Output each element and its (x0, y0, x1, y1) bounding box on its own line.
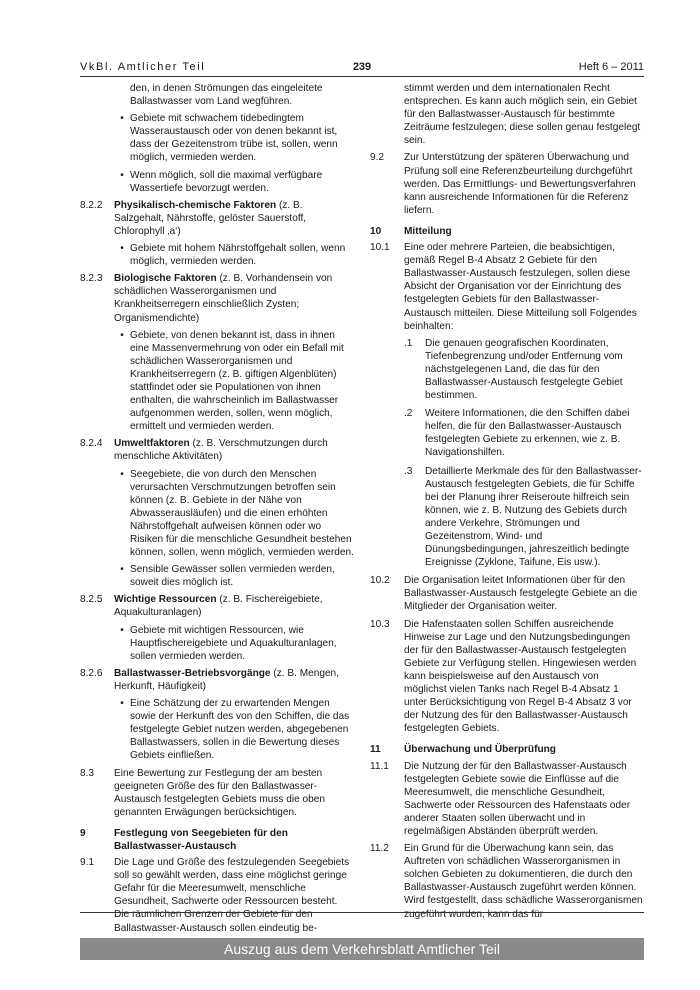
section-9-heading: 9 Festlegung von Seegebieten für den Ballastwasser-Austausch (80, 827, 288, 852)
list-item: • Seegebiete, die von durch den Menschen verursachten Verschmutzungen betroffen sein können (z. B. Gebiete in der Nähe von Abwasserausläufen) und die einen erhöhten Nährstoffgehalt aufweisen können oder wo Risiken für die menschliche Gesundheit bestehen können, sollen, wenn möglich, vermieden werden. (114, 468, 354, 560)
bullet-icon: • (120, 468, 124, 480)
issue-label: Heft 6 – 2011 (578, 61, 644, 73)
footer-banner: Auszug aus dem Verkehrsblatt Amtlicher Teil (80, 938, 644, 960)
section-8-2-5: 8.2.5 Wichtige Ressourcen (z. B. Fischereigebiete, Aquakulturanlagen) (80, 594, 323, 619)
list-item: • Sensible Gewässer sollen vermieden werden, soweit dies möglich ist. (114, 563, 354, 589)
list-item: .3 Detaillierte Merkmale des für den Ballastwasser-Austausch festgelegten Gebiets, die für Schiffe bei der Planung ihrer Reiseroute hilfreich sein können, wie z. B. Nutzung des Gebiets durch andere Verkehre, Strömungen und Gezeitenstrom, Wind- und Dünungsbedingungen, jahreszeitlich bedingte Ereignisse (Zyklone, Taifune, Eis usw.). (404, 465, 642, 569)
bullet-icon: • (120, 113, 124, 125)
bullet-icon: • (120, 243, 124, 255)
bullet-icon: • (120, 564, 124, 576)
continued-text: den, in denen Strömungen das eingeleitete Ballastwasser vom Land wegführen. (130, 83, 323, 108)
section-8-3: 8.3 Eine Bewertung zur Festlegung der am besten geeigneten Größe des für den Ballastwasser-Austausch festgelegten Gebiets muss die oben genannten Erwägungen berücksichtigen. (80, 767, 325, 818)
bullet-icon: • (120, 698, 124, 710)
continued-text: stimmt werden und dem internationalen Recht entsprechen. Es kann auch möglich sein, ein Gebiet für den Ballastwasser-Austausch für bestimmte Zeiträume festzulegen; diese sollen genau festgelegt sein. (404, 83, 641, 147)
section-10-heading: 10 Mitteilung (370, 225, 452, 237)
bullet-icon: • (120, 329, 124, 341)
bullet-icon: • (120, 624, 124, 636)
section-8-2-6: 8.2.6 Ballastwasser-Betriebsvorgänge (z. B. Mengen, Herkunft, Häufigkeit) (80, 667, 339, 692)
bottom-divider (80, 912, 644, 913)
journal-name: VkBl. Amtlicher Teil (80, 61, 206, 73)
left-column (80, 82, 354, 939)
section-8-2-3: 8.2.3 Biologische Faktoren (z. B. Vorhandensein von schädlichen Wasserorganismen und Krankheitserregern einschließlich Zysten; Organismendichte) (80, 273, 333, 324)
section-10-2: 10.2 Die Organisation leitet Informationen über für den Ballastwasser-Austausch festgelegte Gebiete an die Mitglieder der Organisation weiter. (370, 575, 638, 613)
section-10-1: 10.1 Eine oder mehrere Parteien, die beabsichtigen, gemäß Regel B-4 Absatz 2 Gebiete für den Ballastwasser-Austausch festzulegen, sollen diese Absicht der Organisation vor der Einrichtung des festgelegten Gebiets für den Ballastwasser-Austausch mitteilen. Diese Mitteilung soll Folgendes beinhalten: (370, 242, 637, 332)
list-item: .1 Die genauen geografischen Koordinaten, Tiefenbegrenzung und/oder Entfernung vom nächstgelegenen Land, die das für den Ballastwasser-Austausch festgelegte Gebiet bestimmen. (404, 337, 623, 402)
section-9-1: 9.1 Die Lage und Größe des festzulegenden Seegebiets soll so gewählt werden, dass eine möglichst geringe Gefahr für die Meeresumwelt, menschliche Gesundheit, Sachwerte oder Ressourcen besteht. Die räumlichen Grenzen der Gebiete für den Ballastwasser-Austausch sollen eindeutig be- (80, 857, 350, 934)
section-8-2-2: 8.2.2 Physikalisch-chemische Faktoren (z. B. Salzgehalt, Nährstoffe, gelöster Sauerstoff, Chlorophyll ‚a‘) (80, 199, 307, 237)
bullet-icon: • (120, 169, 124, 181)
section-10-3: 10.3 Die Hafenstaaten sollen Schiffen ausreichende Hinweise zur Lage und den Nutzungsbedingungen der für den Ballastwasser-Austausch festgelegten Gebiete zur Verfügung stellen. Hingewiesen werden kann beispielsweise auf den Austausch von möglichst vielen Tanks nach Regel B-4 Absatz 1 unter Berücksichtigung von Regel B-4 Absatz 3 vor der Nutzung des für den Ballastwasser-Austausch festgelegten Gebiets. (370, 618, 637, 735)
list-item: • Gebiete mit wichtigen Ressourcen, wie Hauptfischereigebiete und Aquakulturanlagen, sollen vermieden werden. (114, 624, 354, 663)
page-number: 239 (352, 61, 372, 73)
list-item: • Gebiete mit hohem Nährstoffgehalt sollen, wenn möglich, vermieden werden. (114, 242, 354, 268)
section-8-2-4: 8.2.4 Umweltfaktoren (z. B. Verschmutzungen durch menschliche Aktivitäten) (80, 438, 328, 463)
list-item: • Wenn möglich, soll die maximal verfügbare Wassertiefe bevorzugt werden. (114, 169, 354, 195)
list-item: • Eine Schätzung der zu erwartenden Mengen sowie der Herkunft des von den Schiffen, die das festgelegte Gebiet nutzen werden, abgegebenen Ballastwassers, sollen in die Bewertung dieses Gebiets einfließen. (114, 697, 354, 762)
page-header (80, 58, 644, 77)
right-column (370, 82, 644, 925)
section-9-2: 9.2 Zur Unterstützung der späteren Überwachung und Prüfung soll eine Referenzbeurteilung durchgeführt werden. Das Ermittlungs- und Bewertungsverfahren kann ausreichende Informationen für die Referenz liefern. (370, 152, 636, 216)
list-item: • Gebiete, von denen bekannt ist, dass in ihnen eine Massenvermehrung von oder ein Befall mit schädlichen Wasserorganismen und Krankheitserregern (z. B. giftigen Algenblüten) stattfindet oder sie Populationen von ihnen enthalten, die wahrscheinlich im Ballastwasser aufgenommen werden, sollen, wenn möglich, ermittelt und vermieden werden. (114, 329, 354, 434)
section-11-1: 11.1 Die Nutzung der für den Ballastwasser-Austausch festgelegten Gebiete sowie die Einflüsse auf die Meeresumwelt, die menschliche Gesundheit, Sachwerte oder Ressourcen des Hafenstaats oder anderer Staaten sollen überwacht und in regelmäßigen Abständen überprüft werden. (370, 760, 631, 837)
section-11-2: 11.2 Ein Grund für die Überwachung kann sein, das Auftreten von schädlichen Wasserorganismen in solchen Gebieten zu dokumentieren, die durch den Ballastwasser-Austausch zugeführt werden können. Wird festgestellt, dass schädliche Wasserorganismen zugeführt wurden, kann das für (370, 843, 643, 920)
list-item: • Gebiete mit schwachem tidebedingtem Wasseraustausch oder von denen bekannt ist, dass der Gezeitenstrom trübe ist, sollen, wenn möglich, vermieden werden. (114, 112, 354, 164)
section-11-heading: 11 Überwachung und Überprüfung (370, 744, 556, 756)
list-item: .2 Weitere Informationen, die den Schiffen dabei helfen, die für den Ballastwasser-Austausch festgelegten Gebiete zu erkennen, wie z. B. Navigationshilfen. (404, 408, 630, 459)
